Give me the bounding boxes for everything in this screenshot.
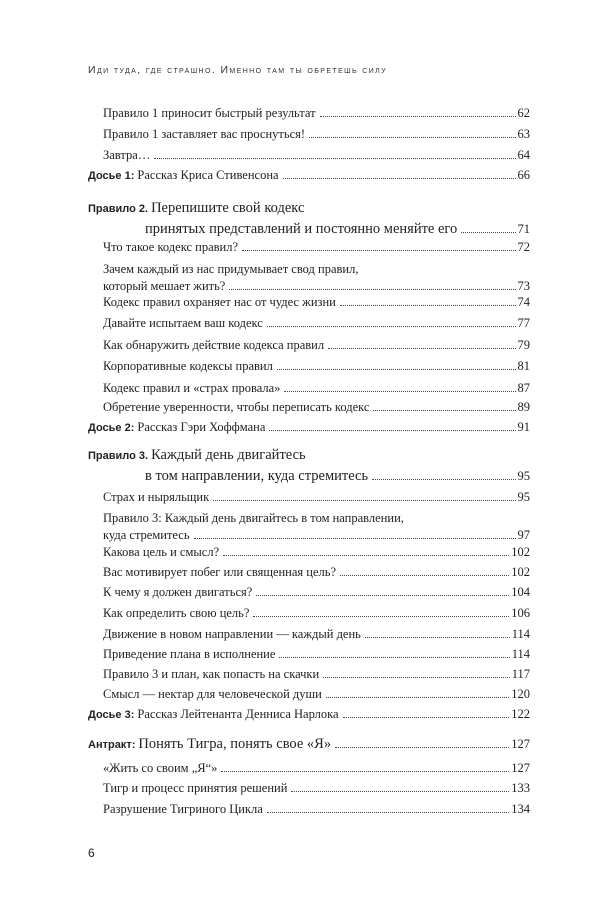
toc-entry-page: 79 [517,338,530,352]
chapter-heading-line1 [88,445,530,466]
interlude-heading [88,736,530,754]
dot-leader [221,771,509,772]
toc-entry [103,780,530,797]
dossier-label: Досье 2: [88,422,135,434]
chapter-title-line2: в том направлении, куда стремитесь [145,468,369,484]
dot-leader [256,595,509,596]
dot-leader [372,479,515,480]
chapter-page: 95 [517,469,530,483]
dot-leader [194,538,516,539]
dot-leader [223,555,509,556]
chapter-label: Правило 3. [88,450,149,462]
dossier-page: 122 [511,707,530,721]
dot-leader [154,158,515,159]
toc-entry [103,584,530,601]
dossier-title: Рассказ Лейтенанта Денниса Нарлока [137,707,339,721]
toc-entry-title: Движение в новом направлении — каждый день [103,627,361,641]
dossier-title: Рассказ Криса Стивенсона [137,168,279,182]
toc-entry [103,605,530,622]
dot-leader [213,500,515,501]
chapter-title-line1: Каждый день двигайтесь [151,447,306,463]
dot-leader [291,791,509,792]
dossier-title: Рассказ Гэри Хоффмана [137,420,266,434]
toc-entry-line2 [103,278,530,295]
dot-leader [253,616,509,617]
chapter-title-line1: Перепишите свой кодекс [151,200,305,216]
toc-entry [103,147,530,164]
toc-entry-page: 106 [511,606,530,620]
toc-entry-page: 64 [517,148,530,162]
toc-entry-page: 134 [511,802,530,816]
toc-entry [103,626,530,643]
toc-entry-title: Тигр и процесс принятия решений [103,781,288,795]
toc-entry-title-line2: куда стремитесь [103,528,190,542]
dot-leader [267,812,509,813]
dossier-entry [88,419,530,437]
dossier-label: Досье 3: [88,709,135,721]
toc-entry-title: Правило 1 заставляет вас проснуться! [103,127,306,141]
toc-entry-page: 87 [517,381,530,395]
dot-leader [365,637,510,638]
dot-leader [326,697,509,698]
toc-entry-page: 72 [517,240,530,254]
toc-entry-title: К чему я должен двигаться? [103,585,253,599]
toc-entry-page: 133 [511,781,530,795]
dossier-page: 91 [517,420,530,434]
interlude-title: Понять Тигра, понять свое «Я» [138,736,332,752]
toc-entry [103,489,530,506]
dossier-label: Досье 1: [88,170,135,182]
toc-entry-page: 117 [511,667,530,681]
toc-entry-page: 63 [517,127,530,141]
toc-entry [103,337,530,354]
toc-entry-title: Как обнаружить действие кодекса правил [103,338,325,352]
toc-entry-page: 102 [511,565,530,579]
dossier-entry [88,167,530,185]
toc-entry-page: 73 [517,279,530,293]
toc-entry-title: Завтра… [103,148,151,162]
interlude-label: Антракт: [88,739,136,751]
dot-leader [309,137,515,138]
chapter-heading [88,445,530,486]
toc-entry-page: 77 [517,316,530,330]
chapter-heading-line2 [88,466,530,486]
dot-leader [279,657,509,658]
toc-entry [103,294,530,311]
toc-entry-title: Разрушение Тигриного Цикла [103,802,263,816]
toc-entry [103,544,530,561]
toc-entry-page: 127 [511,761,530,775]
dot-leader [277,369,516,370]
toc-entry-title-line1: Зачем каждый из нас придумывает свод правил, [103,262,359,276]
toc-entry [103,105,530,122]
toc-entry-page: 114 [511,627,530,641]
toc-entry [103,239,530,256]
toc-entry [103,760,530,777]
dot-leader [284,391,515,392]
toc-entry-title: Приведение плана в исполнение [103,647,276,661]
dot-leader [267,326,516,327]
toc-entry-title: Как определить свою цель? [103,606,250,620]
dot-leader [373,410,515,411]
toc-entry [103,801,530,818]
dot-leader [323,677,510,678]
toc-entry-page: 120 [511,687,530,701]
toc-entry-title: Давайте испытаем ваш кодекс [103,316,263,330]
dot-leader [343,717,510,718]
chapter-heading-line2 [88,219,530,239]
toc-entry-page: 81 [517,359,530,373]
toc-entry-title: Правило 1 приносит быстрый результат [103,106,316,120]
dot-leader [269,430,515,431]
toc-entry [103,564,530,581]
toc-entry [103,126,530,143]
toc-entry-title-line1: Правило 3: Каждый день двигайтесь в том направлении, [103,511,404,525]
chapter-label: Правило 2. [88,203,149,215]
dot-leader [320,116,516,117]
dot-leader [461,232,515,233]
dot-leader [242,250,515,251]
dot-leader [335,747,509,748]
toc-entry-page: 89 [517,400,530,414]
toc-entry-title: Вас мотивирует побег или священная цель? [103,565,337,579]
dot-leader [229,289,515,290]
toc-entry-page: 95 [517,490,530,504]
toc-entry-title-line2: который мешает жить? [103,279,226,293]
chapter-heading-line1 [88,198,530,219]
toc-entry-title: Корпоративные кодексы правил [103,359,273,373]
toc-entry-title: «Жить со своим „Я“» [103,761,218,775]
toc-entry-title: Что такое кодекс правил? [103,240,239,254]
page-number: 6 [88,846,95,860]
toc-entry [103,358,530,375]
toc-entry [103,380,530,397]
toc-entry [103,686,530,703]
toc-entry-title: Страх и ныряльщик [103,490,210,504]
toc-entry [103,261,530,295]
toc-entry [103,646,530,663]
toc-entry [103,510,530,544]
toc-entry-title: Правило 3 и план, как попасть на скачки [103,667,320,681]
dot-leader [328,348,515,349]
dot-leader [340,575,509,576]
interlude-page: 127 [511,737,530,751]
chapter-heading [88,198,530,239]
toc-entry-title: Смысл — нектар для человеческой души [103,687,322,701]
toc-entry-title: Кодекс правил и «страх провала» [103,381,281,395]
toc-entry-title: Кодекс правил охраняет нас от чудес жизни [103,295,336,309]
toc-entry-page: 74 [517,295,530,309]
toc-entry-page: 104 [511,585,530,599]
toc-entry-page: 97 [517,528,530,542]
dot-leader [283,178,516,179]
toc-entry-page: 114 [511,647,530,661]
dossier-entry [88,706,530,724]
chapter-page: 71 [517,222,530,236]
dot-leader [340,305,516,306]
toc-entry-page: 102 [511,545,530,559]
toc-entry [103,666,530,683]
toc-entry [103,315,530,332]
toc-entry [103,399,530,416]
toc-entry-title: Какова цель и смысл? [103,545,220,559]
toc-entry-title: Обретение уверенности, чтобы переписать кодекс [103,400,370,414]
toc-entry-page: 62 [517,106,530,120]
toc-entry-line2 [103,527,530,544]
running-header: Иди туда, где страшно. Именно там ты обретешь силу [88,64,388,76]
chapter-title-line2: принятых представлений и постоянно меняйте его [145,221,458,237]
dossier-page: 66 [517,168,530,182]
